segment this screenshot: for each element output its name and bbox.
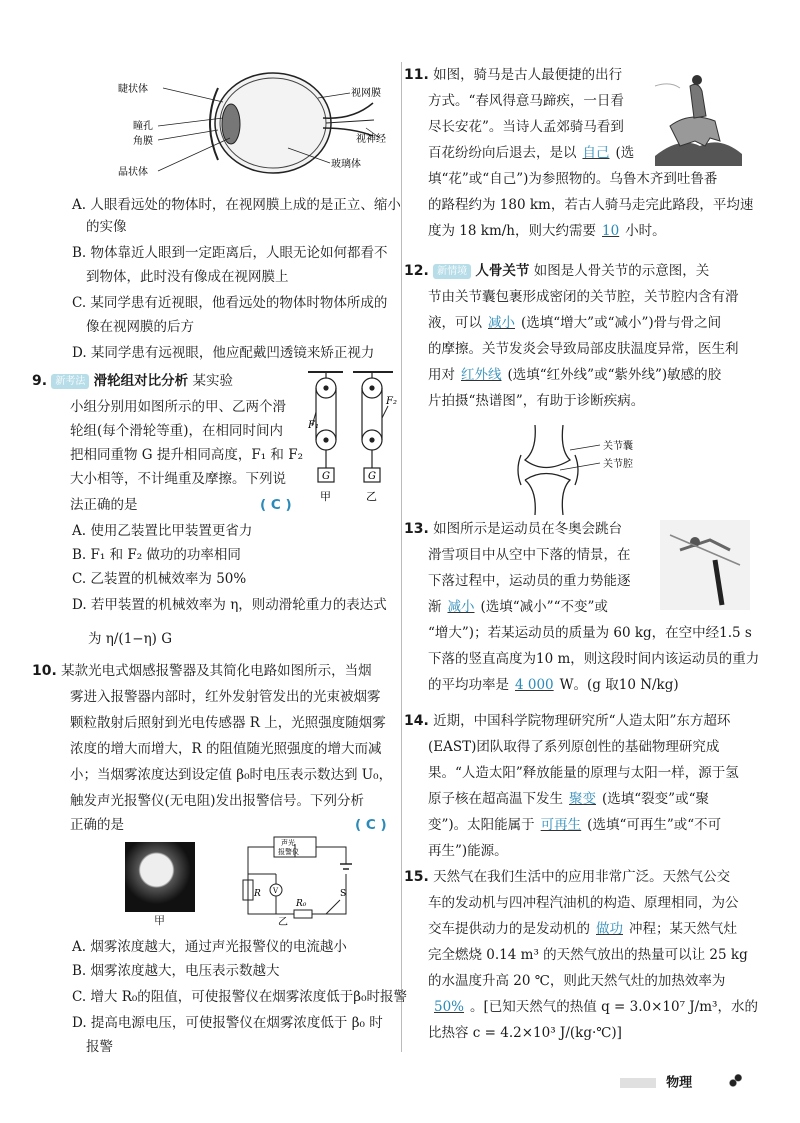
label-cornea: 角膜	[133, 136, 153, 147]
footer-logo-icon	[720, 1070, 746, 1096]
q15-line-6: 比热容 c = 4.2×10³ J/(kg·℃)]	[428, 1025, 622, 1041]
circuit-label-yi: 乙	[278, 917, 288, 926]
q12-line-2	[428, 314, 721, 332]
q15-text-2b: 冲程；某天然气灶	[629, 921, 737, 937]
q9-line-1: 小组分别用如图所示的甲、乙两个滑	[70, 399, 286, 415]
q13-line-0	[404, 520, 622, 538]
q11-line-0	[404, 66, 622, 84]
q11-text-3a: 百花纷纷向后退去，是以	[428, 145, 577, 161]
q9-option-d: D. 若甲装置的机械效率为 η，则动滑轮重力的表达式	[72, 597, 387, 613]
q11-number: 11.	[404, 67, 429, 83]
label-joint-cavity: 关节腔	[603, 459, 633, 470]
label-lens: 晶状体	[118, 167, 148, 178]
q11-line-1: 方式。“春风得意马蹄疾，一日看	[428, 93, 624, 109]
q13-line-5: 下落的竖直高度为10 m，则这段时间内该运动员的重力	[428, 651, 760, 667]
pulley-f1: F₁	[308, 420, 319, 431]
q14-number: 14.	[404, 713, 429, 729]
q8-option-b-cont: 到物体，此时没有像成在视网膜上	[86, 269, 289, 285]
q12-text-4b: (选填“红外线”或“紫外线”)敏感的胶	[507, 367, 722, 383]
circuit-v: V	[273, 887, 279, 895]
q15-blank-1: 做功	[596, 921, 623, 937]
circuit-alarm-label-1: 声光	[281, 839, 295, 847]
q14-text-0: 近期，中国科学院物理研究所“人造太阳”东方超环	[433, 713, 731, 729]
pulley-f2: F₂	[386, 396, 397, 407]
label-joint-capsule: 关节囊	[603, 441, 633, 452]
q10-line-5: 触发声光报警仪(无电阻)发出报警信号。下列分析	[70, 793, 365, 809]
q9-line-3: 把相同重物 G 提升相同高度，F₁ 和 F₂	[70, 447, 304, 463]
q13-number: 13.	[404, 521, 429, 537]
q14-line-0	[404, 712, 730, 730]
q10-option-c: C. 增大 R₀的阻值，可使报警仪在烟雾浓度低于β₀时报警	[72, 989, 408, 1005]
q8-option-b: B. 物体靠近人眼到一定距离后，人眼无论如何都看不	[72, 245, 388, 261]
q14-line-5: 再生”)能源。	[428, 843, 508, 859]
q8-option-d: D. 某同学患有远视眼，他应配戴凹透镜来矫正视力	[72, 345, 375, 361]
q11-text-6b: 小时。	[625, 223, 666, 239]
q9-option-c: C. 乙装置的机械效率为 50%	[72, 571, 247, 587]
q12-text-2b: (选填“增大”或“减小”)骨与骨之间	[521, 315, 722, 331]
label-vitreous: 玻璃体	[331, 159, 361, 170]
q10-option-b: B. 烟雾浓度越大，电压表示数越大	[72, 963, 280, 979]
q14-text-4b: (选填“可再生”或“不可	[587, 817, 722, 833]
q9-line-4: 大小相等，不计绳重及摩擦。下列说	[70, 471, 286, 487]
circuit-r0: R₀	[296, 899, 307, 909]
q15-blank-2: 50%	[434, 999, 465, 1015]
horse-rider-illustration	[650, 66, 745, 166]
q11-text-6a: 度为 18 km/h，则大约需要	[428, 223, 596, 239]
label-pupil: 瞳孔	[133, 121, 153, 132]
q15-text-5b: 。[已知天然气的热值 q = 3.0×10⁷ J/m³，水的	[470, 999, 758, 1015]
q10-line-0	[32, 662, 372, 680]
q13-line-3	[428, 598, 608, 616]
q9-answer: ( C )	[260, 497, 292, 513]
smoke-detector-photo	[125, 842, 195, 912]
q10-option-d-cont: 报警	[86, 1039, 113, 1055]
q8-option-a-cont: 的实像	[86, 219, 127, 235]
q14-text-3b: (选填“裂变”或“聚	[602, 791, 709, 807]
circuit-r: R	[254, 889, 261, 899]
q11-blank-2: 10	[602, 223, 620, 239]
q12-text-4a: 用对	[428, 367, 455, 383]
q13-text-0: 如图所示是运动员在冬奥会跳台	[433, 521, 623, 537]
smoke-circuit	[236, 834, 371, 926]
q9-line-2: 轮组(每个滑轮等重)，在相同时间内	[70, 423, 284, 439]
q12-number: 12.	[404, 263, 429, 279]
q12-line-1: 节由关节囊包裹形成密闭的关节腔，关节腔内含有滑	[428, 289, 739, 305]
q8-option-c-cont: 像在视网膜的后方	[86, 319, 194, 335]
q11-text-3b: (选	[615, 145, 635, 161]
q15-line-2	[428, 920, 737, 938]
q10-line-6: 正确的是	[70, 817, 124, 833]
q13-blank-2: 4 000	[515, 677, 554, 693]
joint-diagram	[515, 425, 685, 515]
q11-line-4: 填“花”或“自己”)为参照物的。乌鲁木齐到吐鲁番	[428, 171, 718, 187]
q10-line-1: 雾进入报警器内部时，红外发射管发出的光束被烟雾	[70, 689, 381, 705]
q8-option-c: C. 某同学患有近视眼，他看远处的物体时物体所成的	[72, 295, 388, 311]
q12-line-3: 的摩擦。关节发炎会导致局部皮肤温度异常，医生利	[428, 341, 739, 357]
q13-line-1: 滑雪项目中从空中下落的情景，在	[428, 547, 631, 563]
q9-number: 9.	[32, 373, 48, 389]
q10-option-d: D. 提高电源电压，可使报警仪在烟雾浓度低于 β₀ 时	[72, 1015, 383, 1031]
q13-line-2: 下落过程中，运动员的重力势能逐	[428, 573, 631, 589]
q15-line-0	[404, 868, 730, 886]
q11-line-3	[428, 144, 634, 162]
q15-line-4: 的水温度升高 20 ℃，则此天然气灶的加热效率为	[428, 973, 726, 989]
q14-line-1: (EAST)团队取得了系列原创性的基础物理研究成	[428, 739, 720, 755]
photo-label-jia: 甲	[154, 914, 165, 927]
q10-answer: ( C )	[355, 817, 387, 833]
q10-option-a: A. 烟雾浓度越大，通过声光报警仪的电流越小	[72, 939, 347, 955]
q12-line-5: 片拍摄“热谱图”，有助于诊断疾病。	[428, 393, 645, 409]
ski-jumper-illustration	[660, 520, 750, 610]
q14-blank-2: 可再生	[540, 817, 582, 833]
circuit-alarm-label-2: 报警仪	[278, 848, 299, 856]
q12-text-2a: 液，可以	[428, 315, 482, 331]
q15-text-0: 天然气在我们生活中的应用非常广泛。天然气公交	[433, 869, 731, 885]
circuit-s: S	[340, 889, 347, 899]
pulley-g2: G	[368, 471, 376, 482]
pulley-label-yi: 乙	[366, 490, 377, 503]
pulley-g1: G	[322, 471, 330, 482]
q13-text-3b: (选填“减小”“不变”或	[480, 599, 608, 615]
pulley-figure	[308, 368, 398, 516]
q14-line-4	[428, 816, 721, 834]
q13-line-4: “增大”)；若某运动员的质量为 60 kg，在空中经1.5 s	[428, 625, 752, 641]
q15-line-1: 车的发动机与四冲程汽油机的构造、原理相同，为公	[428, 895, 739, 911]
q9-option-a: A. 使用乙装置比甲装置更省力	[72, 523, 253, 539]
q12-blank-1: 减小	[488, 315, 515, 331]
q11-line-5: 的路程约为 180 km，若古人骑马走完此路段，平均速	[428, 197, 754, 213]
label-retina: 视网膜	[351, 88, 381, 99]
q11-blank-1: 自己	[582, 145, 610, 161]
q14-line-3	[428, 790, 709, 808]
q11-text-0: 如图，骑马是古人最便捷的出行	[433, 67, 623, 83]
footer-subject: 物理	[666, 1075, 693, 1091]
q15-line-3: 完全燃烧 0.14 m³ 的天然气放出的热量可以让 25 kg	[428, 947, 748, 963]
pulley-label-jia: 甲	[320, 490, 331, 503]
q14-text-3a: 原子核在超高温下发生	[428, 791, 563, 807]
q12-header	[404, 262, 709, 280]
q10-line-3: 浓度的增大而增大，R 的阻值随光照强度的增大而减	[70, 741, 382, 757]
q11-line-6	[428, 222, 666, 240]
q10-text-0: 某款光电式烟感报警器及其简化电路如图所示，当烟	[61, 663, 372, 679]
q9-line-5: 法正确的是	[70, 497, 138, 513]
q10-number: 10.	[32, 663, 57, 679]
q12-tag: 新情境	[433, 264, 471, 279]
q11-line-2: 尽长安花”。当诗人孟郊骑马看到	[428, 119, 624, 135]
label-optic-nerve: 视神经	[356, 134, 386, 145]
q12-blank-2: 红外线	[461, 367, 502, 383]
q10-line-4: 小；当烟雾浓度达到设定值 β₀时电压表示数达到 U₀，	[70, 767, 393, 783]
label-ciliary-body: 睫状体	[118, 84, 148, 95]
q8-option-a: A. 人眼看远处的物体时，在视网膜上成的是正立、缩小	[72, 197, 401, 213]
q9-header	[32, 372, 233, 390]
q9-line-0: 某实验	[192, 373, 233, 389]
q14-blank-1: 聚变	[569, 791, 596, 807]
q9-title: 滑轮组对比分析	[93, 373, 189, 389]
q14-text-4a: 变”)。太阳能属于	[428, 817, 535, 833]
q13-text-6a: 的平均功率是	[428, 677, 509, 693]
q9-option-b: B. F₁ 和 F₂ 做功的功率相同	[72, 547, 241, 563]
q13-line-6	[428, 676, 679, 694]
q13-blank-1: 减小	[447, 599, 475, 615]
q15-text-2a: 交车提供动力的是发动机的	[428, 921, 590, 937]
q14-line-2: 果。“人造太阳”释放能量的原理与太阳一样，源于氢	[428, 765, 739, 781]
eye-diagram	[118, 68, 408, 183]
q10-line-2: 颗粒散射后照射到光电传感器 R 上，光照强度随烟雾	[70, 715, 386, 731]
page-footer	[620, 1070, 746, 1096]
column-divider	[401, 62, 402, 1052]
q12-text-0: 如图是人骨关节的示意图，关	[533, 263, 710, 279]
q15-number: 15.	[404, 869, 429, 885]
q13-text-6b: W。(g 取10 N/kg)	[559, 677, 679, 693]
q12-line-4	[428, 366, 721, 384]
q15-line-5	[428, 998, 758, 1016]
q13-text-3a: 渐	[428, 599, 442, 615]
q9-tag: 新考法	[51, 374, 89, 389]
q12-title: 人骨关节	[475, 263, 530, 279]
footer-decor	[620, 1078, 656, 1088]
q9-formula: 为 η/(1−η) G	[88, 631, 173, 647]
